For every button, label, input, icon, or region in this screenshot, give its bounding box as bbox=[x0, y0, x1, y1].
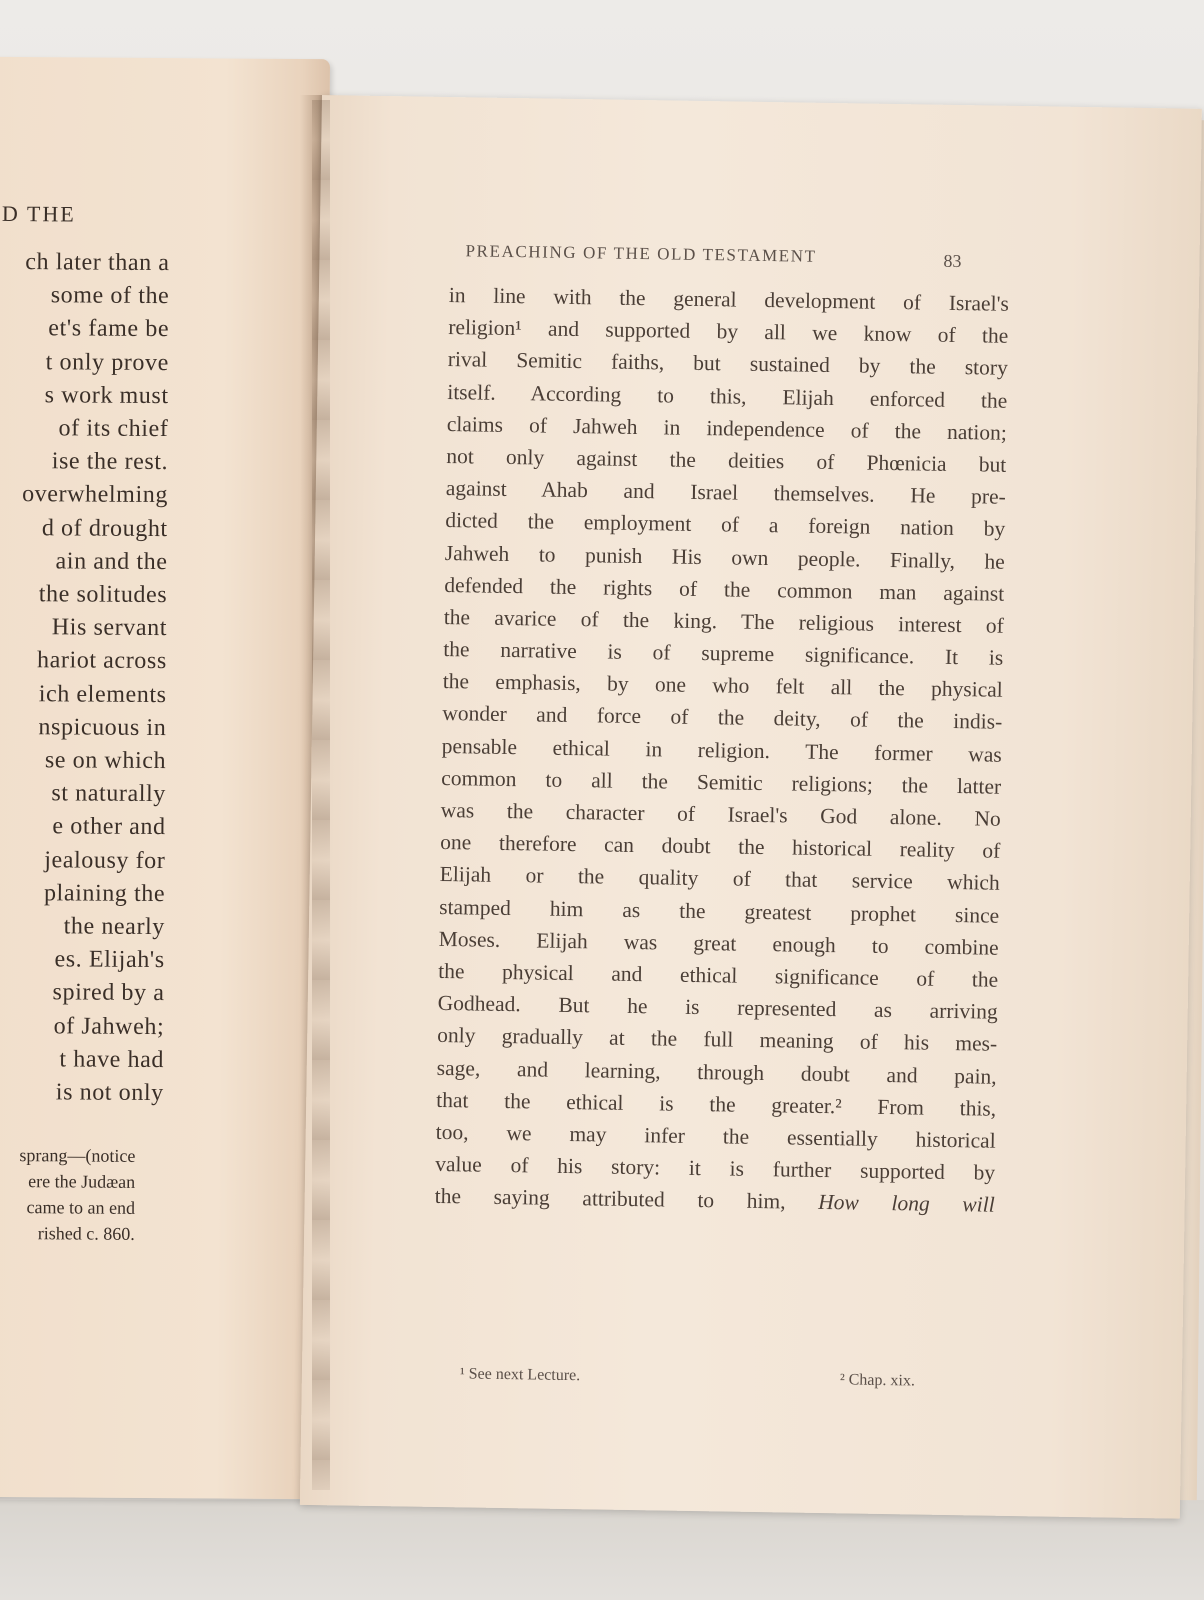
body-line: stamped him as the greatest prophet since bbox=[439, 894, 1000, 928]
left-text-line: is not only bbox=[55, 1079, 164, 1107]
body-line: defended the rights of the common man against bbox=[444, 572, 1005, 606]
left-text-line: t only prove bbox=[45, 348, 169, 376]
body-text bbox=[434, 279, 1009, 1221]
body-line: pensable ethical in religion. The former was bbox=[441, 733, 1002, 767]
left-text-line: of Jahweh; bbox=[53, 1012, 165, 1040]
left-text-line: e other and bbox=[52, 813, 166, 841]
footnote-2: ² Chap. xix. bbox=[839, 1371, 916, 1390]
left-page-text bbox=[0, 57, 330, 1499]
left-text-line: d of drought bbox=[41, 514, 168, 542]
left-text-line: t have had bbox=[59, 1046, 165, 1073]
left-text-line: plaining the bbox=[43, 880, 166, 907]
body-line: that the ethical is the greater.² From this, bbox=[436, 1087, 997, 1121]
left-text-line: ain and the bbox=[55, 548, 168, 575]
left-text-line: ch later than a bbox=[25, 249, 170, 277]
body-line: common to all the Semitic religions; the latter bbox=[441, 765, 1002, 799]
running-head: PREACHING OF THE OLD TESTAMENT bbox=[465, 241, 817, 266]
left-text-line: spired by a bbox=[52, 979, 165, 1007]
body-line: value of his story: it is further supported by bbox=[435, 1151, 996, 1185]
left-footnote-line: came to an end bbox=[26, 1197, 136, 1218]
body-line: the physical and ethical significance of the bbox=[438, 958, 999, 992]
left-text-line: s work must bbox=[44, 382, 169, 409]
left-text-line: es. Elijah's bbox=[54, 946, 165, 974]
spine-crease bbox=[312, 100, 330, 1490]
left-running-head: D THE bbox=[1, 200, 76, 227]
left-footnote-line: rished c. 860. bbox=[37, 1223, 135, 1244]
body-line: sage, and learning, through doubt and pain, bbox=[436, 1055, 997, 1089]
left-page-lines bbox=[0, 57, 330, 1107]
left-text-line: ich elements bbox=[38, 680, 167, 708]
left-text-line: hariot across bbox=[36, 647, 167, 675]
left-text-line: of its chief bbox=[58, 415, 169, 443]
body-line: religion¹ and supported by all we know of the bbox=[448, 315, 1009, 348]
body-line: Jahweh to punish His own people. Finally, he bbox=[444, 540, 1005, 574]
left-text-line: the solitudes bbox=[38, 581, 168, 609]
body-line: itself. According to this, Elijah enforced the bbox=[447, 379, 1008, 413]
body-line: too, we may infer the essentially historical bbox=[435, 1119, 996, 1153]
left-text-line: jealousy for bbox=[44, 846, 166, 874]
body-line: the narrative is of supreme significance. It is bbox=[443, 637, 1004, 670]
left-text-line: overwhelming bbox=[22, 481, 169, 509]
body-line: in line with the general development of Israel's bbox=[448, 283, 1009, 316]
left-page bbox=[0, 57, 330, 1499]
right-page-content bbox=[434, 241, 1010, 1390]
body-line: was the character of Israel's God alone. No bbox=[440, 797, 1001, 831]
left-text-line: the nearly bbox=[63, 913, 166, 941]
body-line: Moses. Elijah was great enough to combine bbox=[438, 926, 999, 960]
left-text-line: se on which bbox=[44, 747, 167, 775]
body-line: the saying attributed to him, How long will bbox=[434, 1184, 995, 1217]
body-line: the emphasis, by one who felt all the physical bbox=[442, 669, 1003, 703]
left-text-line: ise the rest. bbox=[51, 448, 169, 476]
left-footnote-line: ere the Judæan bbox=[28, 1171, 136, 1192]
body-line: not only against the deities of Phœnicia but bbox=[446, 443, 1007, 477]
page-number: 83 bbox=[943, 250, 962, 272]
body-line: rival Semitic faiths, but sustained by the story bbox=[447, 347, 1008, 381]
left-text-line: et's fame be bbox=[48, 315, 170, 343]
body-line: Godhead. But he is represented as arriving bbox=[437, 991, 998, 1024]
footnotes bbox=[459, 1365, 980, 1390]
body-line: Elijah or the quality of that service which bbox=[439, 862, 1000, 896]
body-line: one therefore can doubt the historical reality of bbox=[440, 830, 1001, 863]
body-line: the avarice of the king. The religious interest of bbox=[443, 604, 1004, 638]
body-line: only gradually at the full meaning of his mes- bbox=[437, 1023, 998, 1057]
left-text-line: some of the bbox=[50, 282, 170, 310]
body-line: claims of Jahweh in independence of the nation; bbox=[446, 411, 1007, 445]
left-text-line: st naturally bbox=[51, 780, 166, 808]
right-page bbox=[300, 95, 1202, 1519]
left-footnote-line: sprang—(notice bbox=[19, 1145, 136, 1166]
body-line: dicted the employment of a foreign nation by bbox=[445, 508, 1006, 542]
body-line: against Ahab and Israel themselves. He pre- bbox=[445, 476, 1006, 509]
footnote-1: ¹ See next Lecture. bbox=[459, 1365, 581, 1385]
left-text-line: nspicuous in bbox=[38, 713, 167, 741]
body-line: wonder and force of the deity, of the indis- bbox=[442, 701, 1003, 735]
left-text-line: His servant bbox=[51, 614, 168, 642]
